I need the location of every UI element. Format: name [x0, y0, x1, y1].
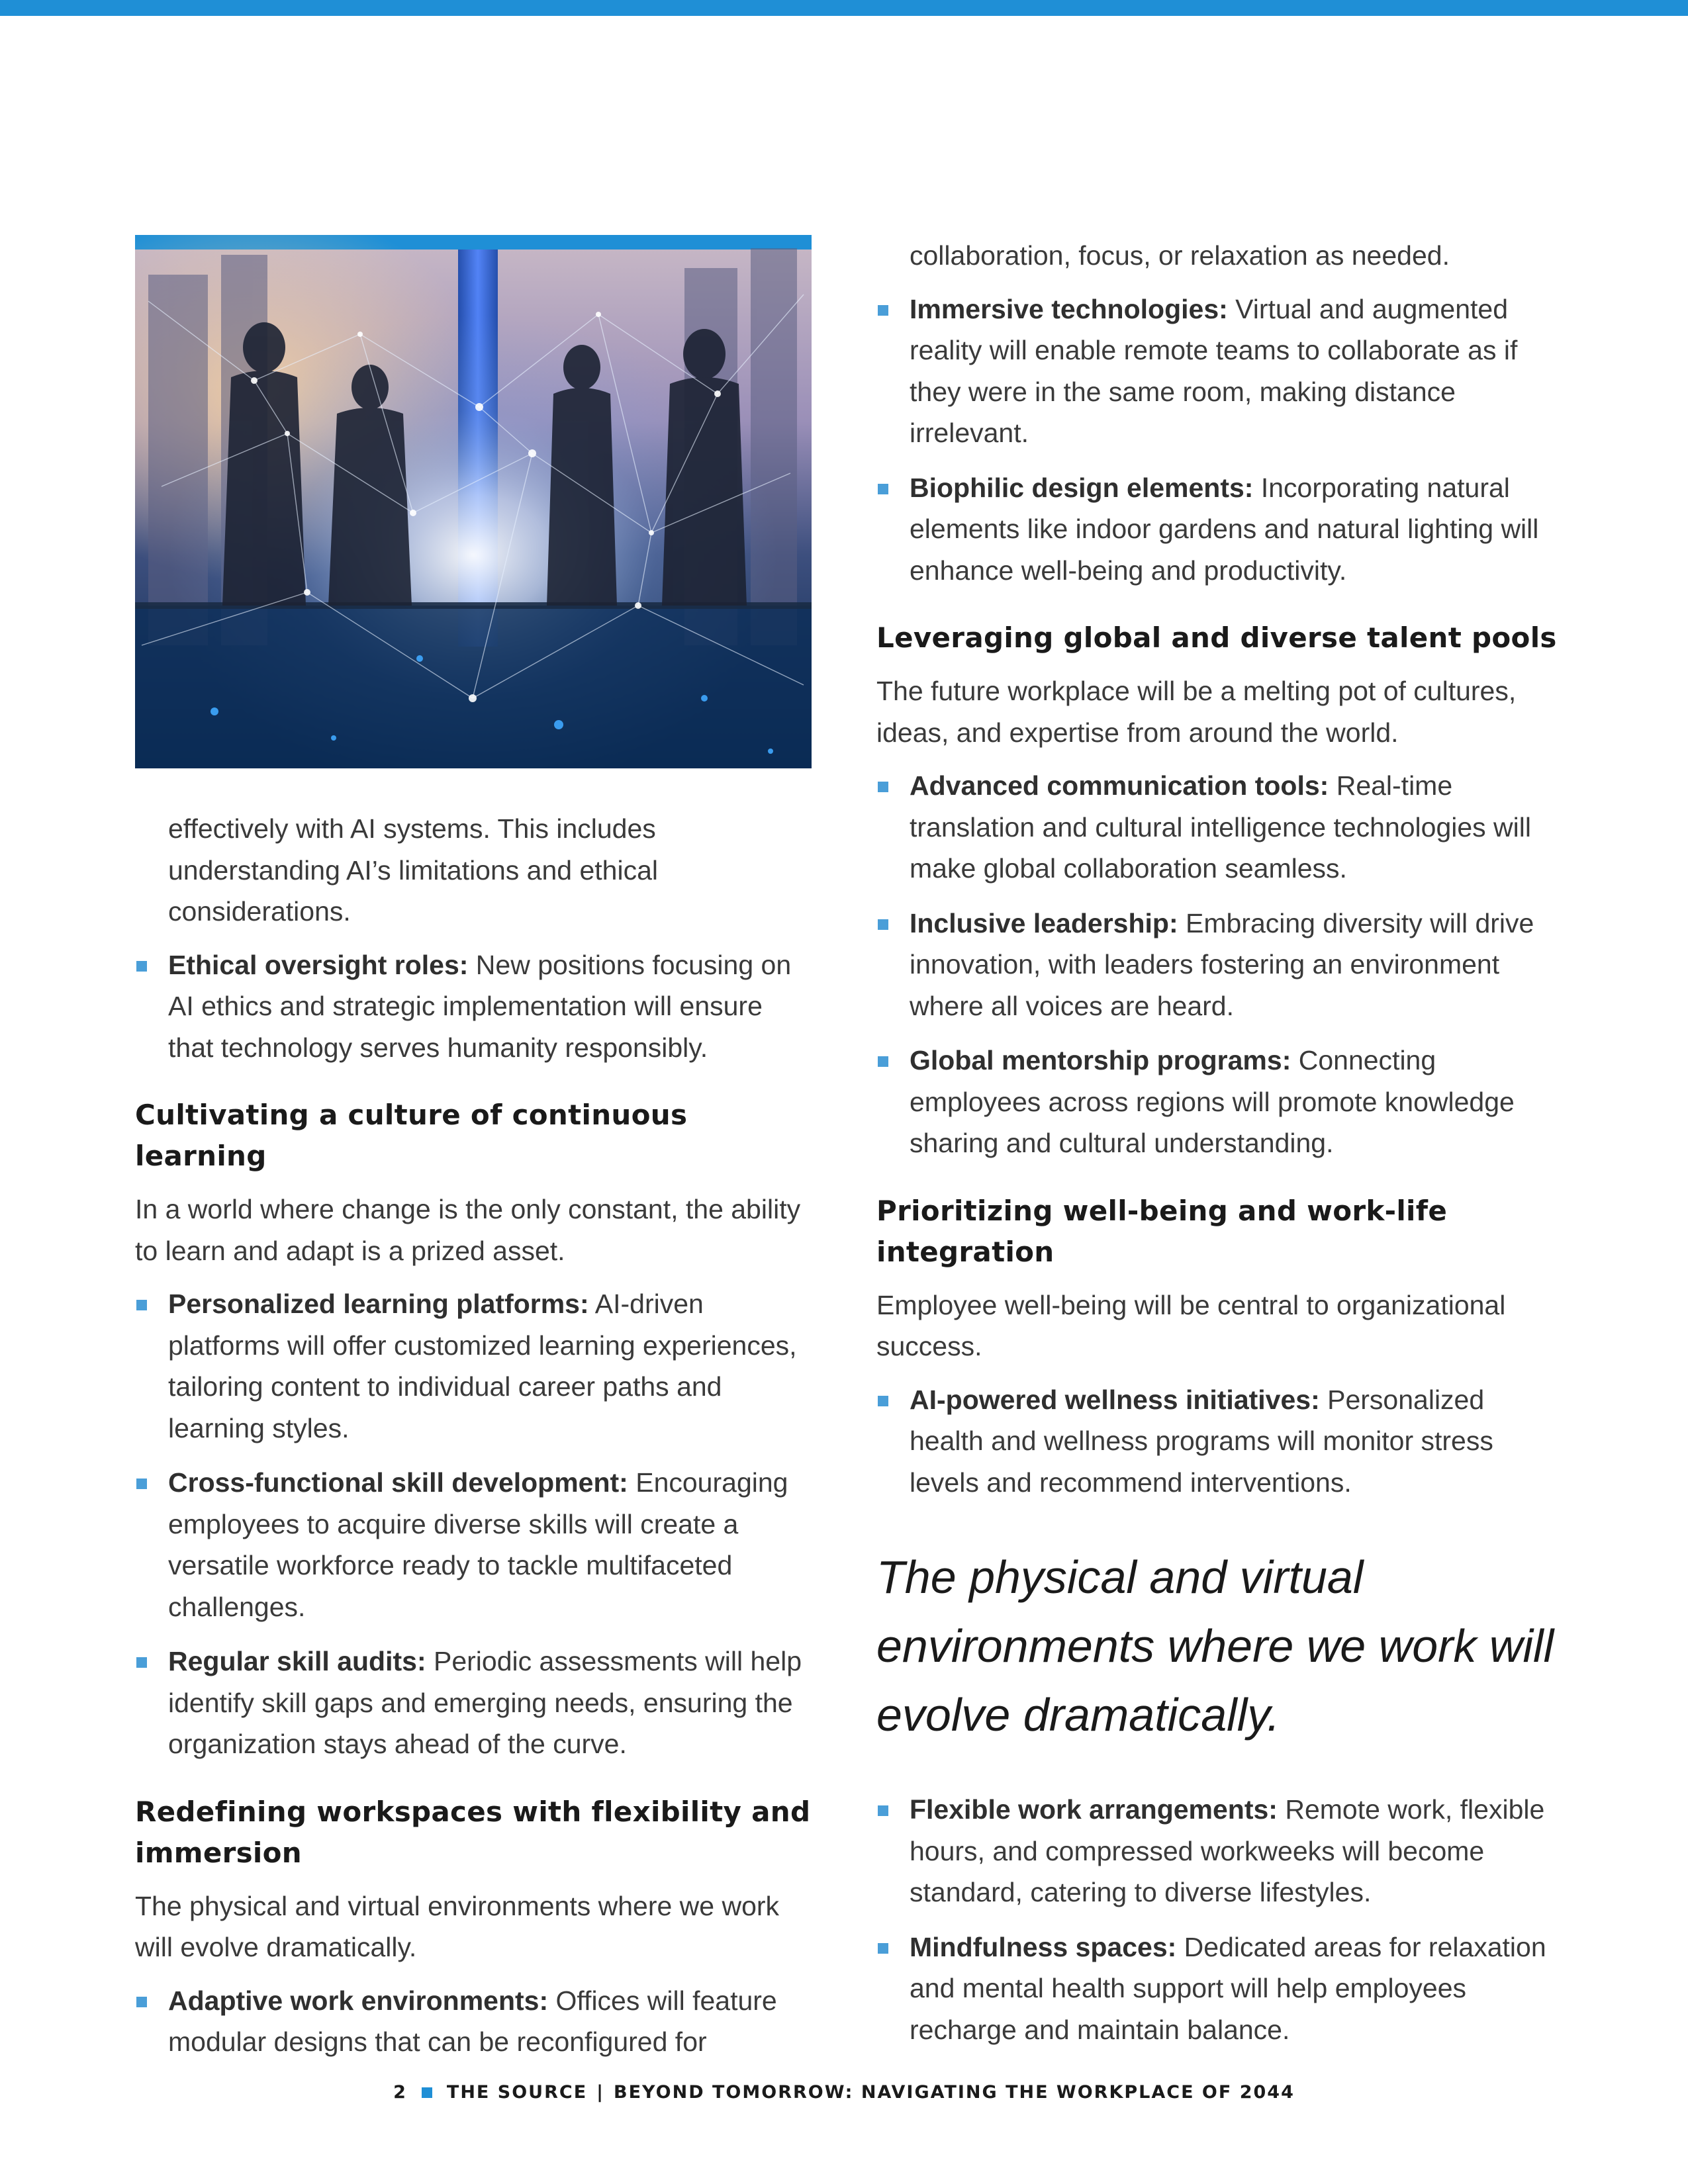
list-item: Personalized learning platforms: AI-driven platforms will offer customized learning experiences, tailoring content to individual career paths and learning styles.	[135, 1283, 814, 1449]
square-bullet-icon	[878, 919, 888, 930]
section-intro-learning: In a world where change is the only constant, the ability to learn and adapt is a prized asset.	[135, 1194, 801, 1266]
pull-quote: The physical and virtual environments where we work will evolve dramatically.	[876, 1551, 1554, 1741]
square-bullet-icon	[878, 1056, 888, 1067]
hero-photo	[135, 235, 812, 768]
list-item: Global mentorship programs: Connecting employees across regions will promote knowledge sharing and cultural understanding.	[876, 1040, 1558, 1164]
right-column	[876, 235, 1558, 2064]
square-bullet-icon	[878, 1396, 888, 1406]
list-item: Ethical oversight roles: New positions focusing on AI ethics and strategic implementation will ensure that technology serves humanity responsibly.	[135, 944, 814, 1069]
page-footer	[0, 2082, 1688, 2103]
right-top-bullet-list	[876, 289, 1558, 592]
left-continuation-text: effectively with AI systems. This includes understanding AI’s limitations and ethical considerations.	[168, 813, 658, 927]
list-item: Immersive technologies: Virtual and augmented reality will enable remote teams to collaborate as if they were in the same room, making distance irrelevant.	[876, 289, 1558, 454]
section-intro-wellbeing: Employee well-being will be central to organizational success.	[876, 1289, 1506, 1361]
list-item: Cross-functional skill development: Encouraging employees to acquire diverse skills will create a versatile workforce ready to tackle multifaceted challenges.	[135, 1462, 814, 1627]
list-item: Advanced communication tools: Real-time translation and cultural intelligence technologies will make global collaboration seamless.	[876, 765, 1558, 889]
blue-square-icon	[422, 2087, 432, 2098]
wellbeing-bullet-list	[876, 1379, 1558, 1504]
square-bullet-icon	[136, 961, 147, 972]
square-bullet-icon	[136, 1997, 147, 2007]
page-number: 2	[393, 2082, 407, 2103]
left-column	[135, 235, 814, 2076]
global-bullet-list	[876, 765, 1558, 1164]
learning-bullet-list	[135, 1283, 814, 1765]
left-top-bullet-list	[135, 944, 814, 1069]
right-bottom-bullet-list	[876, 1789, 1558, 2050]
list-item: Inclusive leadership: Embracing diversity will drive innovation, with leaders fostering an environment where all voices are heard.	[876, 903, 1558, 1027]
right-continuation-text: collaboration, focus, or relaxation as needed.	[910, 240, 1450, 271]
publication-title: BEYOND TOMORROW: NAVIGATING THE WORKPLACE OF 2044	[614, 2082, 1295, 2103]
section-intro-workspaces: The physical and virtual environments where we work will evolve dramatically.	[135, 1890, 780, 1962]
section-heading-wellbeing: Prioritizing well-being and work-life integration	[876, 1194, 1448, 1268]
list-item: AI-powered wellness initiatives: Personalized health and wellness programs will monitor stress levels and recommend interventions.	[876, 1379, 1558, 1504]
square-bullet-icon	[136, 1479, 147, 1489]
top-accent-bar	[0, 0, 1688, 16]
section-heading-global: Leveraging global and diverse talent pools	[876, 621, 1557, 654]
footer-separator: |	[596, 2082, 605, 2103]
list-item: Adaptive work environments: Offices will feature modular designs that can be reconfigured for	[135, 1980, 814, 2063]
list-item: Biophilic design elements: Incorporating natural elements like indoor gardens and natural lighting will enhance well-being and productivity.	[876, 467, 1558, 592]
square-bullet-icon	[878, 484, 888, 494]
list-item: Mindfulness spaces: Dedicated areas for relaxation and mental health support will help employees recharge and maintain balance.	[876, 1927, 1558, 2051]
square-bullet-icon	[878, 782, 888, 792]
square-bullet-icon	[878, 1943, 888, 1954]
section-heading-workspaces: Redefining workspaces with flexibility and immersion	[135, 1795, 811, 1869]
section-intro-global: The future workplace will be a melting pot of cultures, ideas, and expertise from around the world.	[876, 676, 1517, 748]
publication-name: THE SOURCE	[446, 2082, 588, 2103]
square-bullet-icon	[136, 1300, 147, 1310]
list-item: Flexible work arrangements: Remote work, flexible hours, and compressed workweeks will become standard, catering to diverse lifestyles.	[876, 1789, 1558, 1913]
square-bullet-icon	[878, 305, 888, 316]
square-bullet-icon	[878, 1805, 888, 1816]
workspaces-bullet-list	[135, 1980, 814, 2063]
square-bullet-icon	[136, 1657, 147, 1668]
section-heading-learning: Cultivating a culture of continuous learning	[135, 1099, 688, 1172]
list-item: Regular skill audits: Periodic assessments will help identify skill gaps and emerging needs, ensuring the organization stays ahead of the curve.	[135, 1641, 814, 1765]
